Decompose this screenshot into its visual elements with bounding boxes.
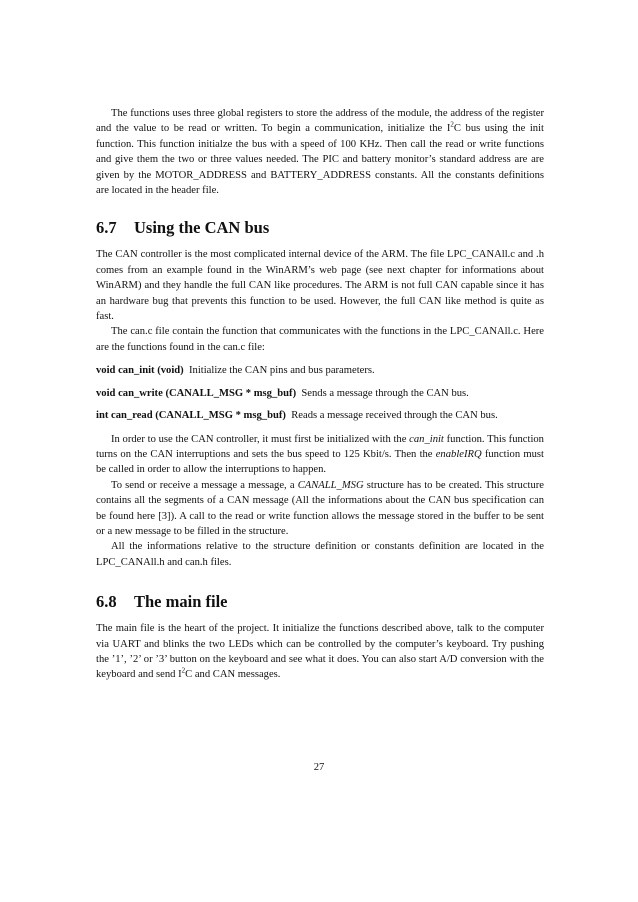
paragraph-can-intro: The CAN controller is the most complicated internal device of the ARM. The file LPC_CANAll.c and .h comes from an example found in the WinARM’s web page (see next chapter for informations about WinARM) and they handle the full CAN like procedures. The ARM is not full CAN capable since it has an hardware bug that prevents this function to be used. However, the full CAN like method is quite as fast. — [96, 249, 544, 323]
code-term: enableIRQ — [435, 448, 482, 460]
function-description: Reads a message received through the CAN bus. — [291, 410, 498, 422]
text-run: function. This function turns on the CAN interruptions and sets the bus speed to 125 Kbit/s. Then the — [96, 433, 544, 460]
section-title: Using the CAN bus — [134, 218, 270, 238]
text-run: function must be called in order to allow the interruptions to happen. — [96, 448, 544, 476]
function-entry-can-init — [96, 363, 544, 378]
paragraph-can-message — [96, 478, 544, 540]
text-run: C bus using the init function. This function initialze the bus with a speed of 100 KHz. Then call the read or write functions and give them the two or three values needed. The PIC and battery monitor’s standard address are are given by the MOTOR_ADDRESS and BATTERY_ADDRESS constants. All the constants definitions are located in the header file. — [96, 123, 544, 197]
section-number: 6.7 — [96, 218, 117, 238]
function-entry-can-write — [96, 386, 544, 401]
function-entry-can-read — [96, 408, 544, 423]
superscript: 2 — [181, 666, 186, 675]
text-run: structure has to be created. This structure contains all the segments of a CAN message (All the informations about the CAN bus specification can be found here [3]). A call to the read or write function allows the message stored in the buffer to be sent or a new message to be filled in the structure. — [96, 479, 544, 537]
text-run: In order to use the CAN controller, it must first be initialized with the — [111, 433, 410, 445]
function-signature: int can_read (CANALL_MSG * msg_buf) — [96, 410, 286, 422]
function-signature: void can_write (CANALL_MSG * msg_buf) — [96, 387, 297, 399]
paragraph-main-file — [96, 621, 544, 683]
text-run: The main file is the heart of the project. It initialize the functions described above, talk to the computer via UART and blinks the two LEDs which can be controlled by the computer’s keyboard. Try pushing the ’1’, ’2’ or ’3’ button on the keyboard and see what it does. You can also start A/D conversion with the keyboard and send I — [96, 623, 544, 681]
superscript: 2 — [450, 120, 454, 129]
function-description: Sends a message through the CAN bus. — [301, 387, 469, 399]
function-signature: void can_init (void) — [96, 365, 184, 377]
section-number: 6.8 — [96, 592, 117, 612]
paragraph-definitions: All the informations relative to the structure definition or constants definition are located in the LPC_CANAll.h and can.h files. — [96, 541, 544, 568]
section-title: The main file — [134, 592, 228, 612]
section-heading-can-bus — [96, 218, 544, 238]
function-description: Initialize the CAN pins and bus parameters. — [189, 365, 375, 377]
page-content — [96, 106, 544, 683]
page-number: 27 — [313, 762, 325, 773]
code-term: can_init — [409, 433, 444, 445]
code-term: CANALL_MSG — [297, 479, 364, 491]
section-heading-main-file — [96, 592, 544, 612]
text-run: To send or receive a message a message, a — [111, 479, 298, 491]
paragraph-i2c-registers — [96, 106, 544, 198]
text-run: C and CAN messages. — [185, 669, 281, 681]
paragraph-can-c-file: The can.c file contain the function that communicates with the functions in the LPC_CANAll.c. Here are the functions found in the can.c file: — [96, 326, 544, 353]
paragraph-can-init — [96, 432, 544, 478]
text-run: The functions uses three global registers to store the address of the module, the address of the register and the value to be read or written. To begin a communication, initialize the I — [96, 108, 544, 135]
